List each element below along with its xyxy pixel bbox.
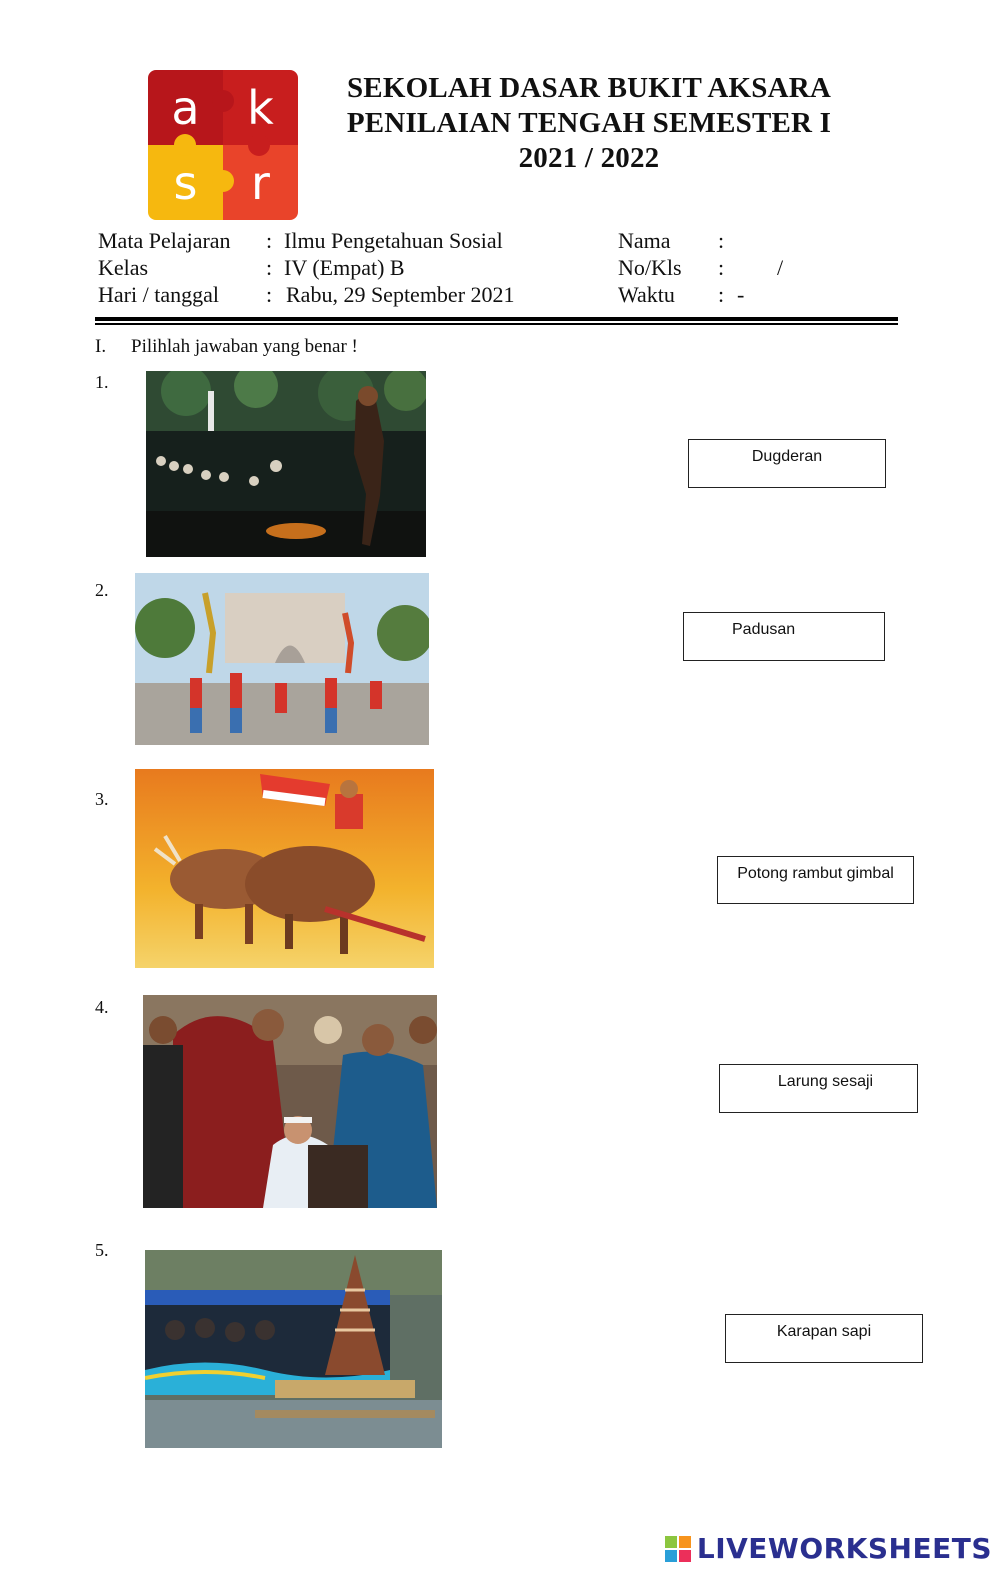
liveworksheets-logo: LIVEWORKSHEETS bbox=[665, 1532, 992, 1565]
nokls-label: No/Kls bbox=[618, 255, 682, 280]
header-divider-thin bbox=[95, 323, 898, 325]
photo-offering-raft bbox=[145, 1250, 442, 1448]
logo-tile-r: r bbox=[223, 145, 298, 220]
answer-option-padusan[interactable]: Padusan bbox=[683, 612, 885, 661]
photo-bull-race bbox=[135, 769, 434, 968]
section-number: I. bbox=[95, 336, 107, 357]
name-label: Nama bbox=[618, 228, 671, 253]
time-value: - bbox=[737, 282, 745, 307]
question-number: 4. bbox=[95, 997, 109, 1017]
subject-label: Mata Pelajaran bbox=[98, 228, 231, 253]
question-number: 3. bbox=[95, 789, 109, 809]
subject-value: Ilmu Pengetahuan Sosial bbox=[284, 228, 503, 253]
time-label: Waktu bbox=[618, 282, 675, 307]
colon: : bbox=[266, 255, 273, 280]
answer-option-karapan-sapi[interactable]: Karapan sapi bbox=[725, 1314, 923, 1363]
photo-parade bbox=[135, 573, 429, 745]
answer-option-dugderan[interactable]: Dugderan bbox=[688, 439, 886, 488]
colon: : bbox=[266, 282, 273, 307]
question-number: 5. bbox=[95, 1240, 109, 1260]
school-logo bbox=[148, 70, 298, 220]
date-value: Rabu, 29 September 2021 bbox=[286, 282, 515, 307]
instruction-text: Pilihlah jawaban yang benar ! bbox=[131, 336, 358, 357]
question-number: 2. bbox=[95, 580, 109, 600]
colon: : bbox=[718, 228, 725, 253]
logo-tile-k: k bbox=[223, 70, 298, 145]
logo-tile-s: s bbox=[148, 145, 223, 220]
school-name: SEKOLAH DASAR BUKIT AKSARA bbox=[346, 72, 832, 104]
class-value: IV (Empat) B bbox=[284, 255, 405, 280]
answer-option-potong-rambut-gimbal[interactable]: Potong rambut gimbal bbox=[717, 856, 914, 904]
header-divider bbox=[95, 317, 898, 321]
nokls-value: / bbox=[777, 255, 784, 280]
exam-title: PENILAIAN TENGAH SEMESTER I bbox=[346, 107, 832, 139]
photo-hair-ceremony bbox=[143, 995, 437, 1208]
colon: : bbox=[718, 282, 725, 307]
photo-bathing-ritual bbox=[146, 371, 426, 557]
logo-tile-a: a bbox=[148, 70, 223, 145]
question-number: 1. bbox=[95, 372, 109, 392]
colon: : bbox=[266, 228, 273, 253]
colon: : bbox=[718, 255, 725, 280]
class-label: Kelas bbox=[98, 255, 149, 280]
brand-squares-icon bbox=[665, 1536, 691, 1562]
answer-option-larung-sesaji[interactable]: Larung sesaji bbox=[719, 1064, 918, 1113]
date-label: Hari / tanggal bbox=[98, 282, 219, 307]
academic-year: 2021 / 2022 bbox=[518, 142, 660, 174]
